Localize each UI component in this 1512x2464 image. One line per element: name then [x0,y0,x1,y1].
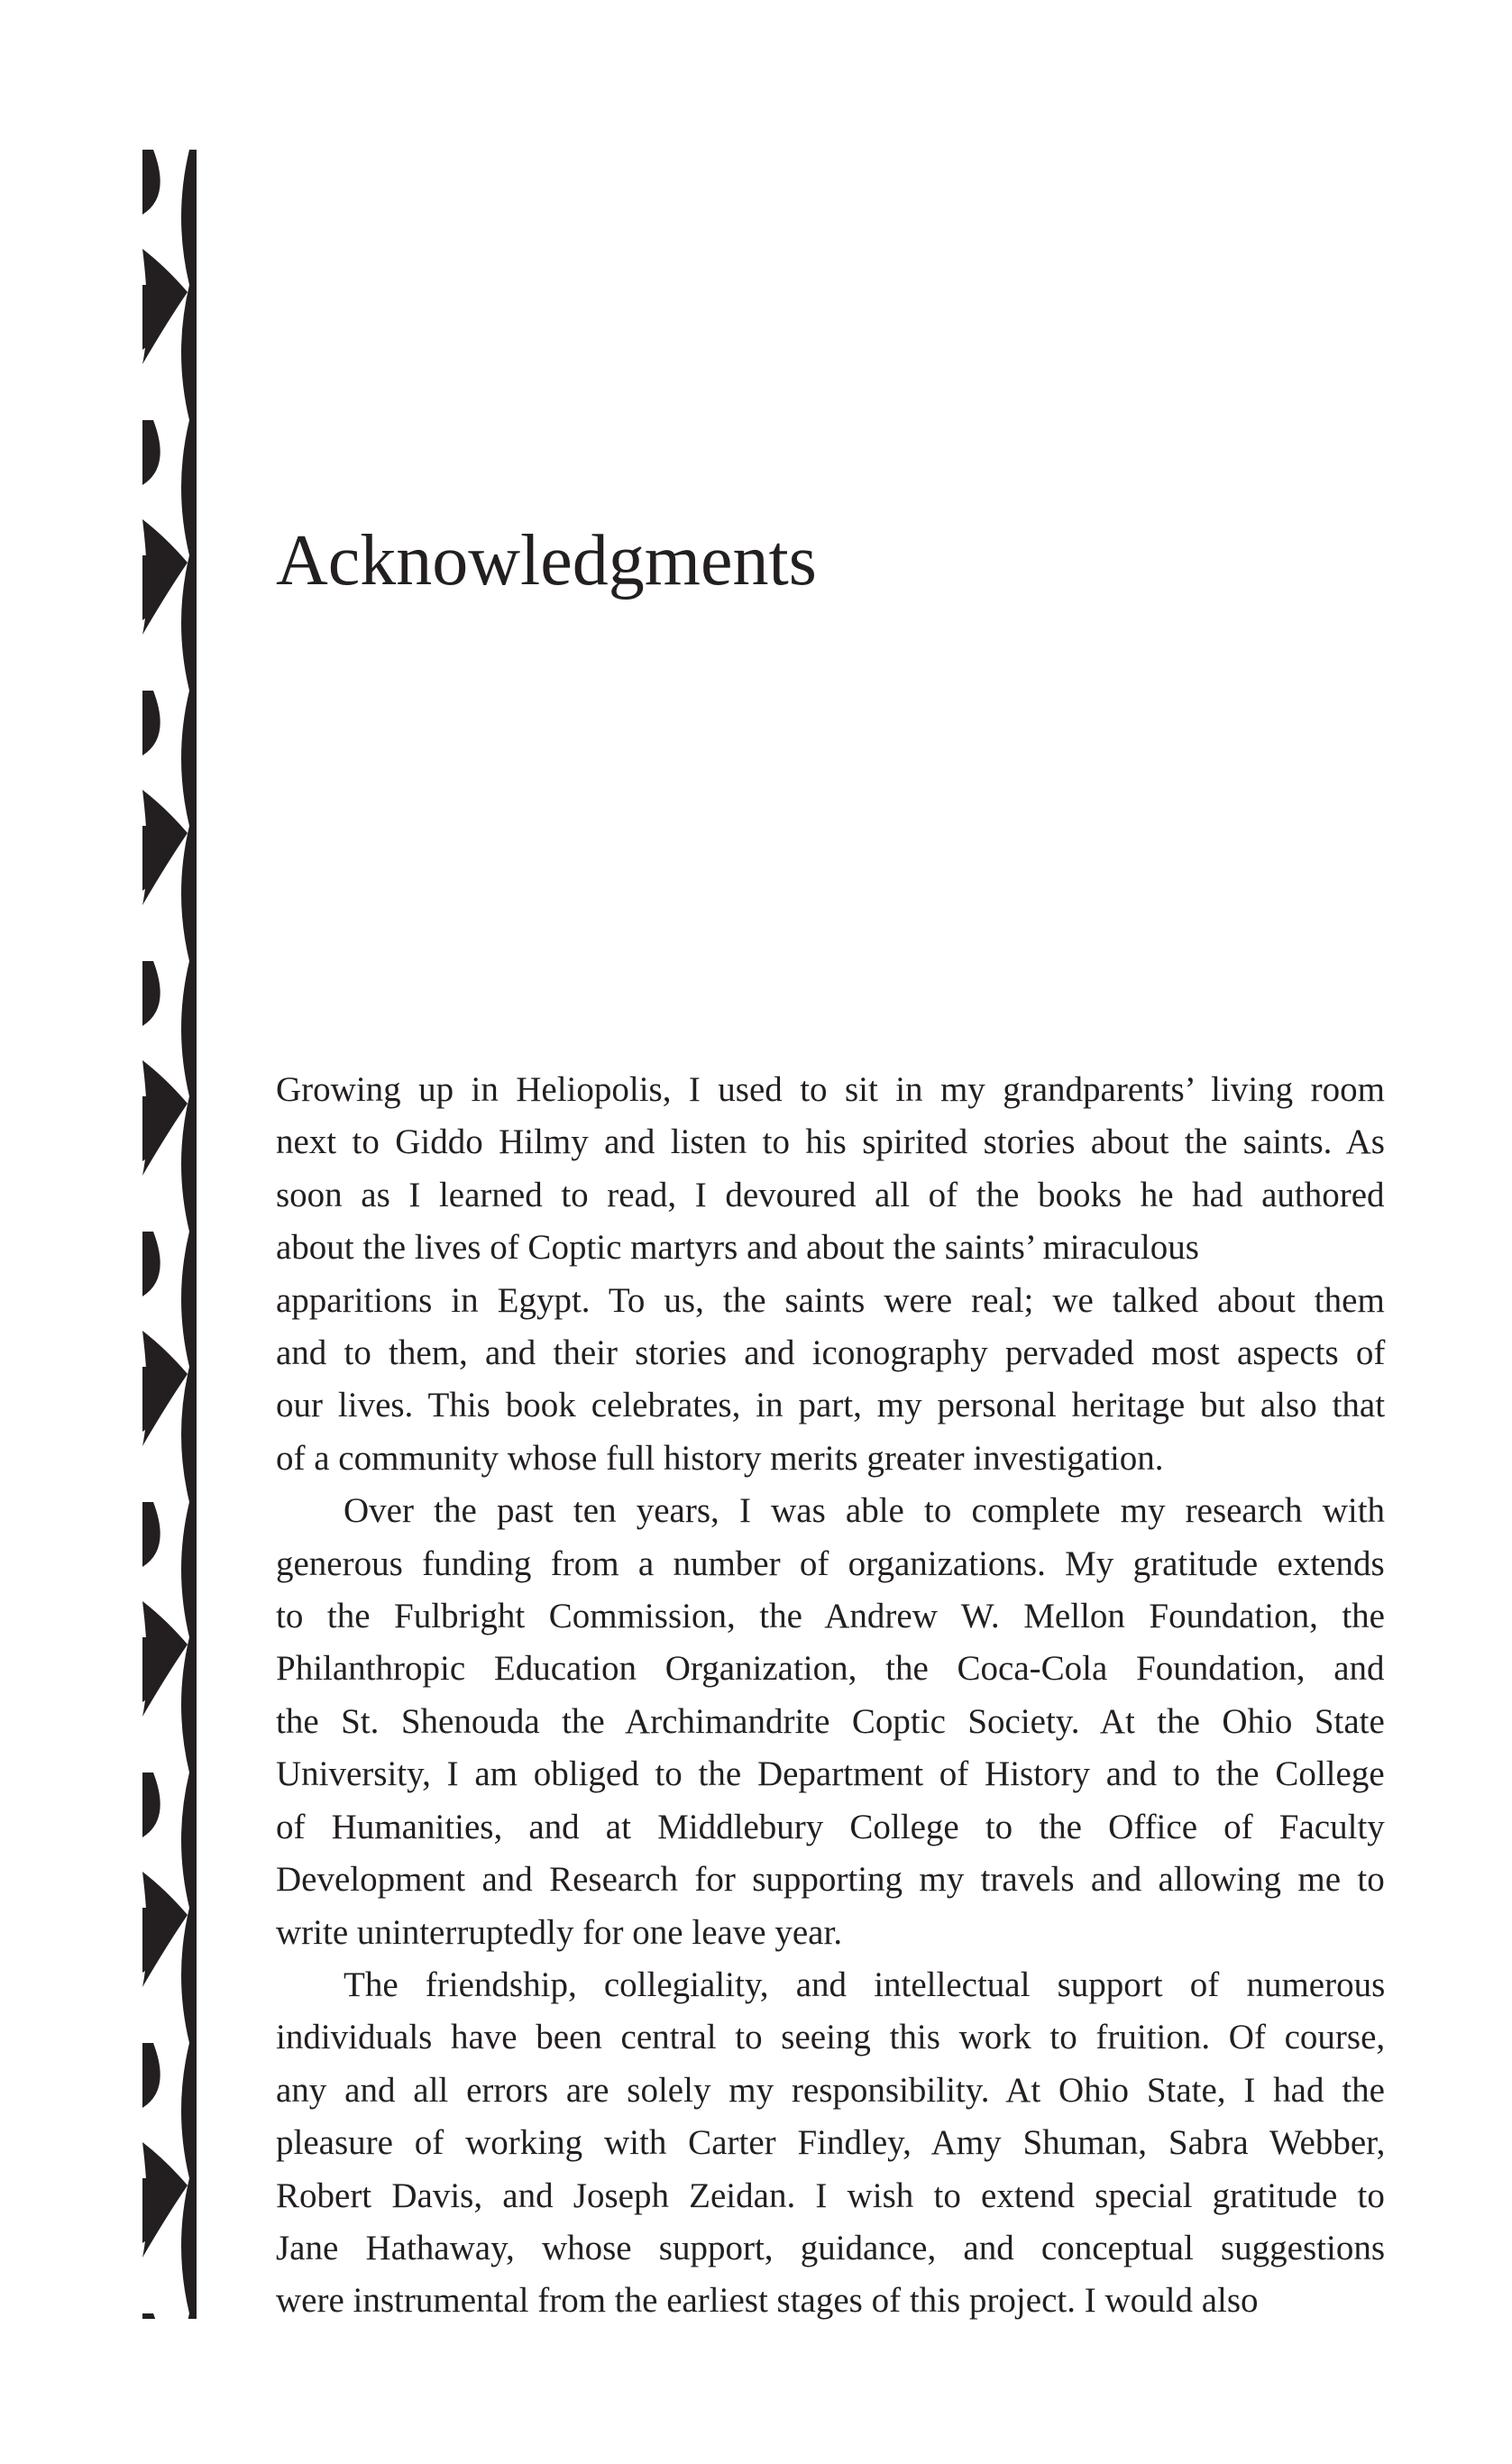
body-text [276,1064,1385,2328]
text-line: our lives. This book celebrates, in part, my personal heritage but also that [276,1386,1386,1425]
text-line: about the lives of Coptic martyrs and about the saints’ miraculous [276,1228,1199,1268]
page-title: Acknowledgments [276,521,817,600]
text-line: Jane Hathaway, whose support, guidance, and conceptual suggestions [276,2228,1386,2267]
text-line: of a community whose full history merits greater investigation. [276,1438,1164,1478]
text-line: soon as I learned to read, I devoured all of the books he had authored [276,1175,1385,1214]
text-line: Over the past ten years, I was able to complete my research with [344,1491,1386,1531]
paragraph-1 [276,1064,1385,1485]
paragraph-2 [276,1485,1385,1959]
scalloped-border-shape [142,150,197,2319]
text-line: write uninterruptedly for one leave year. [276,1912,843,1952]
text-line: pleasure of working with Carter Findley, Amy Shuman, Sabra Webber, [276,2123,1386,2163]
text-line: Philanthropic Education Organization, the Coca-Cola Foundation, and [276,1649,1385,1689]
text-line: Growing up in Heliopolis, I used to sit in my grandparents’ living room [276,1070,1385,1109]
text-line: were instrumental from the earliest stages of this project. I would also [276,2281,1259,2321]
scalloped-border-icon [142,150,197,2319]
text-line: individuals have been central to seeing this work to fruition. Of course, [276,2018,1386,2057]
text-line: Development and Research for supporting my travels and allowing me to [276,1860,1385,1900]
paragraph-3 [276,1959,1385,2328]
text-line: University, I am obliged to the Department of History and to the College [276,1754,1385,1794]
text-line: next to Giddo Hilmy and listen to his spirited stories about the saints. As [276,1122,1385,1162]
text-line: of Humanities, and at Middlebury College to the Office of Faculty [276,1807,1385,1846]
text-line: any and all errors are solely my responsibility. At Ohio State, I had the [276,2070,1385,2110]
text-line: and to them, and their stories and iconography pervaded most aspects of [276,1333,1386,1373]
text-line: The friendship, collegiality, and intellectual support of numerous [344,1965,1386,2004]
text-line: generous funding from a number of organizations. My gratitude extends [276,1543,1385,1583]
text-line: apparitions in Egypt. To us, the saints were real; we talked about them [276,1280,1385,1320]
scalloped-border-ornament [142,150,197,2319]
text-line: to the Fulbright Commission, the Andrew W. Mellon Foundation, the [276,1597,1385,1636]
text-line: the St. Shenouda the Archimandrite Coptic Society. At the Ohio State [276,1701,1385,1741]
text-line: Robert Davis, and Joseph Zeidan. I wish to extend special gratitude to [276,2175,1385,2215]
